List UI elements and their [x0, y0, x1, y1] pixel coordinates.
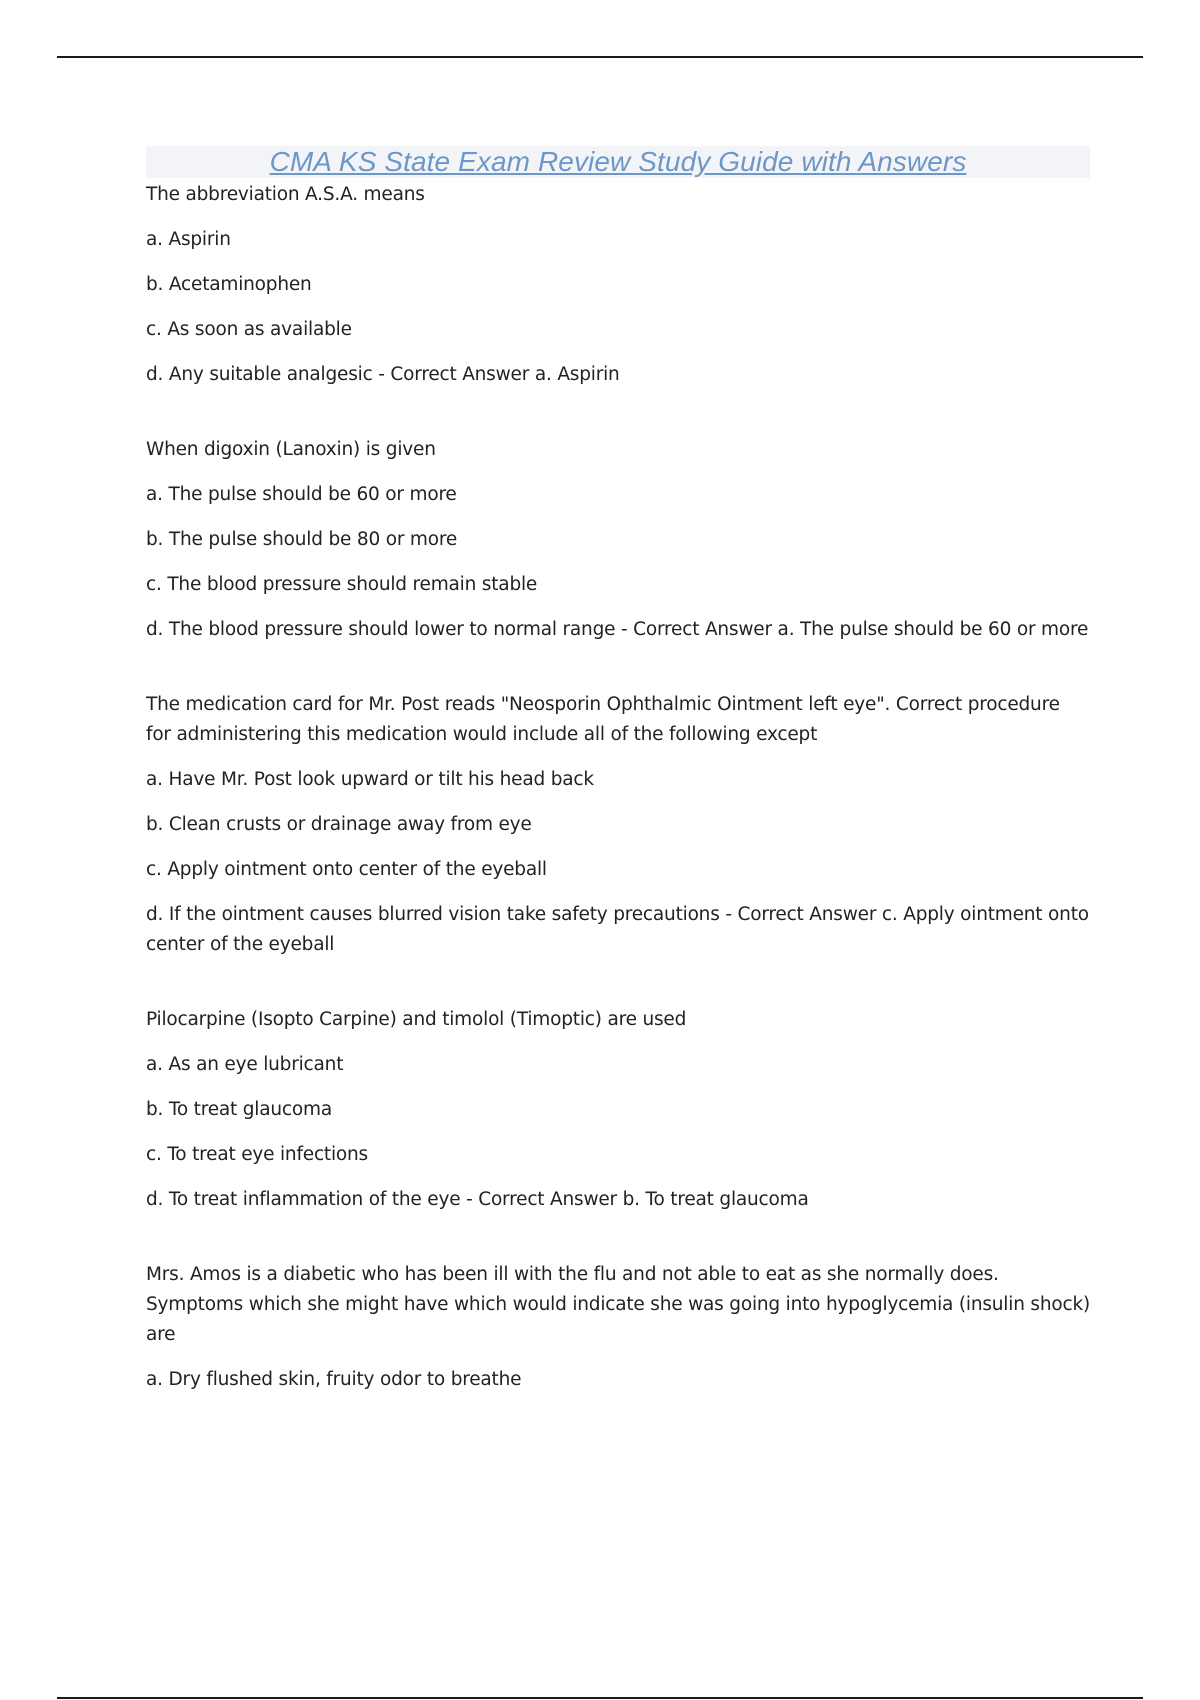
question-1 [146, 180, 1090, 390]
option-c: c. As soon as available [146, 319, 352, 340]
question-text: When digoxin (Lanoxin) is given [146, 439, 436, 460]
option-a: a. As an eye lubricant [146, 1054, 344, 1075]
document-body [146, 146, 1090, 1410]
option-d-answer: d. Any suitable analgesic - Correct Answer a. Aspirin [146, 364, 620, 385]
option-d-answer: d. If the ointment causes blurred vision take safety precautions - Correct Answer c. Apply ointment onto center of the eyeball [146, 904, 1089, 955]
option-b: b. Acetaminophen [146, 274, 312, 295]
option-c: c. To treat eye infections [146, 1144, 368, 1165]
document-title-link[interactable]: CMA KS State Exam Review Study Guide with Answers [269, 146, 967, 177]
option-b: b. Clean crusts or drainage away from eye [146, 814, 532, 835]
question-4 [146, 1005, 1090, 1215]
question-text: Mrs. Amos is a diabetic who has been ill with the flu and not able to eat as she normally does. Symptoms which she might have which would indicate she was going into hypoglycemia (insulin shock) are [146, 1264, 1090, 1345]
option-b: b. To treat glaucoma [146, 1099, 332, 1120]
title-bar [146, 146, 1090, 178]
question-3 [146, 690, 1090, 960]
footer-rule [57, 1697, 1143, 1699]
option-c: c. The blood pressure should remain stable [146, 574, 538, 595]
option-a: a. Have Mr. Post look upward or tilt his head back [146, 769, 594, 790]
header-rule [57, 56, 1143, 58]
question-text: The medication card for Mr. Post reads "Neosporin Ophthalmic Ointment left eye". Correct procedure for administering this medication would include all of the following except [146, 694, 1060, 745]
question-text: Pilocarpine (Isopto Carpine) and timolol (Timoptic) are used [146, 1009, 687, 1030]
option-a: a. The pulse should be 60 or more [146, 484, 457, 505]
option-c: c. Apply ointment onto center of the eyeball [146, 859, 547, 880]
option-a: a. Dry flushed skin, fruity odor to breathe [146, 1369, 522, 1390]
question-5 [146, 1260, 1090, 1395]
question-text: The abbreviation A.S.A. means [146, 184, 425, 205]
option-d-answer: d. To treat inflammation of the eye - Correct Answer b. To treat glaucoma [146, 1189, 809, 1210]
option-a: a. Aspirin [146, 229, 231, 250]
option-d-answer: d. The blood pressure should lower to normal range - Correct Answer a. The pulse should be 60 or more [146, 619, 1089, 640]
option-b: b. The pulse should be 80 or more [146, 529, 458, 550]
question-2 [146, 435, 1090, 645]
